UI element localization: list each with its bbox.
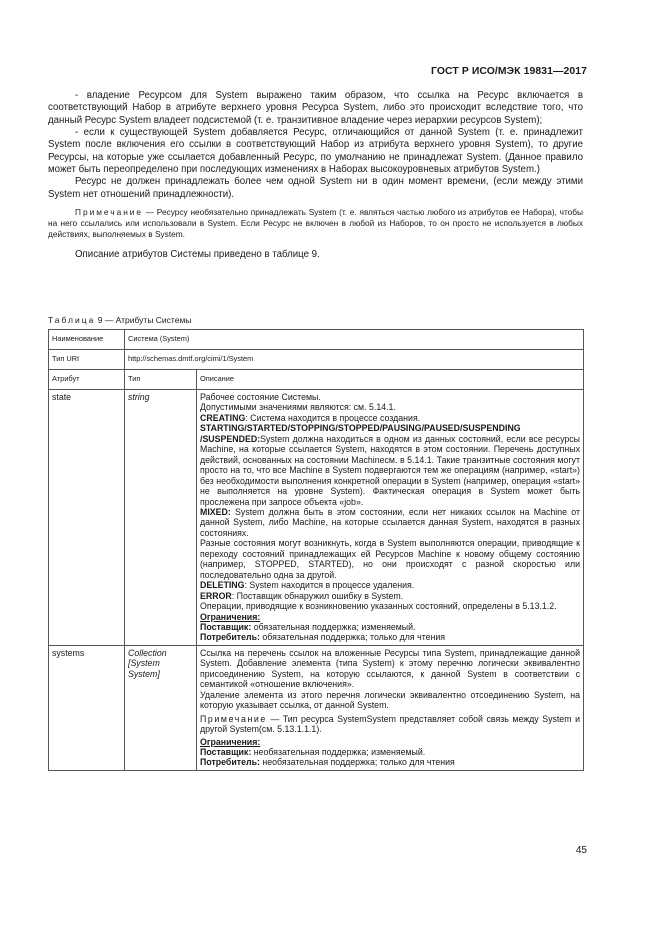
paragraph-ownership: - владение Ресурсом для System выражено таким образом, что ссылка на Ресурс включается в соответствующий Набор в атрибуте верхнего уровня Ресурса System, либо это происходит вследствие того, что данный Ресурс System владеет подсистемой (т. е. транзитивное владение через иерархии ресурсов System); xyxy=(48,90,583,126)
systems-attr: systems xyxy=(49,645,125,770)
col-desc-header: Описание xyxy=(197,370,584,390)
state-states: /SUSPENDED:System должна находиться в одном из данных состояний, если все ресурсы Machine, на которые ссылается System, находятся в этом состоянии. Перечень доступных действий, основанных на состоянии Machineсм. в 5.14.1. Такие транзитные состояния могут просто на то, что все Machine в System подвергаются тем же операциям (например, «start») без необходимости выполнения конкретной операции в System (например, операция «start» не выполняется на уровне System). Фактическая операция в System может быть прослежена при запросе объекта «job». xyxy=(200,433,580,507)
state-description xyxy=(197,390,584,646)
body-text xyxy=(48,90,583,261)
state-ops: Операции, приводящие к возникновению указанных состояний, определены в 5.13.1.2. xyxy=(200,601,557,612)
table-row-systems xyxy=(49,645,584,770)
state-type: string xyxy=(125,390,197,646)
col-attr-header: Атрибут xyxy=(49,370,125,390)
state-deleting: DELETING: System находится в процессе удаления. xyxy=(200,580,415,591)
table-caption-word: Таблица xyxy=(48,315,96,325)
systems-type: Collection [System System] xyxy=(125,645,197,770)
systems-description xyxy=(197,645,584,770)
state-attr: state xyxy=(49,390,125,646)
table-header-row xyxy=(49,370,584,390)
table-row-state xyxy=(49,390,584,646)
table-caption-rest: 9 — Атрибуты Системы xyxy=(95,315,192,325)
state-creating: CREATING: Система находится в процессе создания. xyxy=(200,412,421,423)
table-row-uri xyxy=(49,350,584,370)
systems-note: Примечание — Тип ресурса SystemSystem представляет собой связь между System и другой System(см. 5.13.1.1.1). xyxy=(200,713,580,735)
standard-code: ГОСТ Р ИСО/МЭК 19831—2017 xyxy=(431,66,587,77)
systems-d1: Ссылка на перечень ссылок на вложенные Ресурсы типа System, принадлежащие данной System. Добавление элемента (типа System) к этому перечню логически эквивалентно присоединению System, на которую ссылаются, к данной System в соответствии с семантикой «отношение включения». xyxy=(200,647,580,690)
intro-line: Описание атрибутов Системы приведено в таблице 9. xyxy=(75,249,320,261)
table-row-name xyxy=(49,330,584,350)
attributes-table xyxy=(48,329,584,771)
note xyxy=(48,207,583,240)
state-error: ERROR: Поставщик обнаружил ошибку в System. xyxy=(200,590,404,601)
uri-label: Тип URI xyxy=(49,350,125,370)
state-diff: Разные состояния могут возникнуть, когда в System выполняются операции, приводящие к переходу состояний принадлежащих ей Ресурсов Machine к новому общему состоянию (например, STOPPED, STARTED), но они происходят с разной скоростью или последовательно одна за другой. xyxy=(200,538,580,580)
systems-limits: Ограничения: xyxy=(200,736,261,747)
systems-consumer: Потребитель: необязательная поддержка; только для чтения xyxy=(200,757,455,768)
paragraph-single-system: Ресурс не должен принадлежать более чем одной System ни в один момент времени, (если между этими System нет отношений принадлежности). xyxy=(48,176,583,200)
state-consumer: Потребитель: обязательная поддержка; только для чтения xyxy=(200,632,446,643)
state-limits: Ограничения: xyxy=(200,611,261,622)
systems-d2: Удаление элемента из этого перечня логически эквивалентно отсоединению System, на которую указывает ссылка, от данной System. xyxy=(200,689,580,711)
uri-value: http://schemas.dmtf.org/cimi/1/System xyxy=(125,350,584,370)
paragraph-added-resource: - если к существующей System добавляется Ресурс, отличающийся от данной System (т. е. принадлежит System после включения его ссылки в соответствующий Набор из атрибута верхнего уровня System), то другие Ресурсы, на которые уже ссылается добавленный Ресурс, по умолчанию не принадлежат System. (Данное правило может быть переопределено при последующих изменениях в Наборах высокоуровневых атрибутов System.) xyxy=(48,127,583,176)
note-text: — Ресурсу необязательно принадлежать System (т. е. являться частью любого из атрибутов ее Набора), чтобы на него ссылались или использовали в System. Если Ресурс не включен в любой из Наборов, то он просто не используется в любых действиях, выполняемых в System. xyxy=(48,207,583,240)
note-head: Примечание xyxy=(75,207,144,218)
systems-provider: Поставщик: необязательная поддержка; изменяемый. xyxy=(200,746,426,757)
col-type-header: Тип xyxy=(125,370,197,390)
name-label: Наименование xyxy=(49,330,125,350)
state-d2: Допустимыми значениями являются: см. 5.14.1. xyxy=(200,402,396,413)
state-mixed: MIXED: System должна быть в этом состоянии, если нет никаких ссылок на Machine от данной System, либо Machine, на которые ссылается данная System, находятся в разных состояниях. xyxy=(200,506,580,538)
state-states-kw1: STARTING/STARTED/STOPPING/STOPPED/PAUSING/PAUSED/SUSPENDING xyxy=(200,423,521,434)
table-caption xyxy=(48,315,191,325)
page-number: 45 xyxy=(575,845,587,856)
state-provider: Поставщик: обязательная поддержка; изменяемый. xyxy=(200,621,416,632)
name-value: Система (System) xyxy=(125,330,584,350)
state-d1: Рабочее состояние Системы. xyxy=(200,392,321,402)
